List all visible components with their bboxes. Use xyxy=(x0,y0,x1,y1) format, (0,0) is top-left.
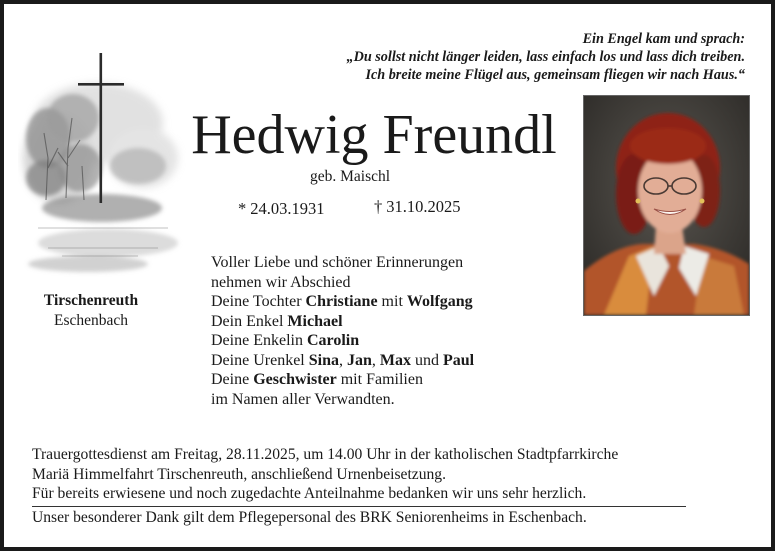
mourner-line-great-grandchildren: Deine Urenkel Sina, Jan, Max und Paul xyxy=(211,351,475,369)
funeral-service-text: Mariä Himmelfahrt Tirschenreuth, anschließend Urnenbeisetzung. xyxy=(32,465,446,483)
birth-star-icon: * xyxy=(238,199,247,218)
death-date-group xyxy=(374,197,461,217)
relative-name: Michael xyxy=(287,312,343,330)
death-cross-icon: † xyxy=(374,197,383,216)
divider xyxy=(32,506,686,507)
relation-label: Dein Enkel xyxy=(211,312,284,330)
mourner-line-granddaughter xyxy=(211,331,474,351)
cross-landscape-illustration xyxy=(18,48,186,278)
town-name: Tirschenreuth xyxy=(43,292,139,309)
relative-name: Christiane xyxy=(305,293,378,310)
relation-label: Deine xyxy=(211,371,250,388)
mourners-closing: im Namen aller Verwandten. xyxy=(211,390,395,408)
relation-label: Deine Enkelin xyxy=(211,332,303,349)
memorial-verse xyxy=(205,30,745,84)
relation-label: Deine Tochter xyxy=(211,293,302,310)
relation-label: mit Familien xyxy=(340,371,423,388)
relative-name: Wolfgang xyxy=(406,293,473,310)
deceased-photo xyxy=(583,95,750,316)
birth-date: 24.03.1931 xyxy=(250,199,325,218)
mourner-line-daughter xyxy=(211,292,474,312)
verse-line: „Du sollst nicht länger leiden, lass einfach los und lass dich treiben. xyxy=(346,49,745,65)
verse-line: Ein Engel kam und sprach: xyxy=(582,31,745,47)
special-thanks-text: Unser besonderer Dank gilt dem Pflegepersonal des BRK Seniorenheims in Eschenbach. xyxy=(32,508,587,526)
mourner-line-grandson xyxy=(211,312,474,332)
mourners-list xyxy=(211,253,474,409)
relative-name: Max xyxy=(379,351,411,369)
death-date: 31.10.2025 xyxy=(386,197,461,216)
deceased-name: Hedwig Freundl xyxy=(191,104,557,166)
town-name: Eschenbach xyxy=(53,312,129,329)
relative-name: Geschwister xyxy=(253,371,337,388)
connector-word: mit xyxy=(381,293,403,310)
relative-name: Jan xyxy=(346,351,372,369)
maiden-name: geb. Maischl xyxy=(310,168,391,185)
relation-label: Deine Urenkel xyxy=(211,351,305,369)
relative-name: Sina xyxy=(308,351,339,369)
funeral-service-text: Trauergottesdienst am Freitag, 28.11.2025, um 14.00 Uhr in der katholischen Stadtpfarrkirche xyxy=(32,446,619,463)
service-information xyxy=(32,445,752,527)
relative-name: Carolin xyxy=(306,332,360,349)
mourner-line-siblings xyxy=(211,370,474,390)
mourners-intro: nehmen wir Abschied xyxy=(211,273,351,291)
relative-name: Paul xyxy=(443,351,475,369)
thanks-text: Für bereits erwiesene und noch zugedachte Anteilnahme bedanken wir uns sehr herzlich. xyxy=(32,485,587,502)
connector-word: und xyxy=(415,351,439,369)
residence-locations xyxy=(28,291,154,331)
mourners-intro: Voller Liebe und schöner Erinnerungen xyxy=(211,254,464,271)
verse-line: Ich breite meine Flügel aus, gemeinsam fliegen wir nach Haus.“ xyxy=(365,67,745,83)
birth-date-group xyxy=(238,199,325,219)
